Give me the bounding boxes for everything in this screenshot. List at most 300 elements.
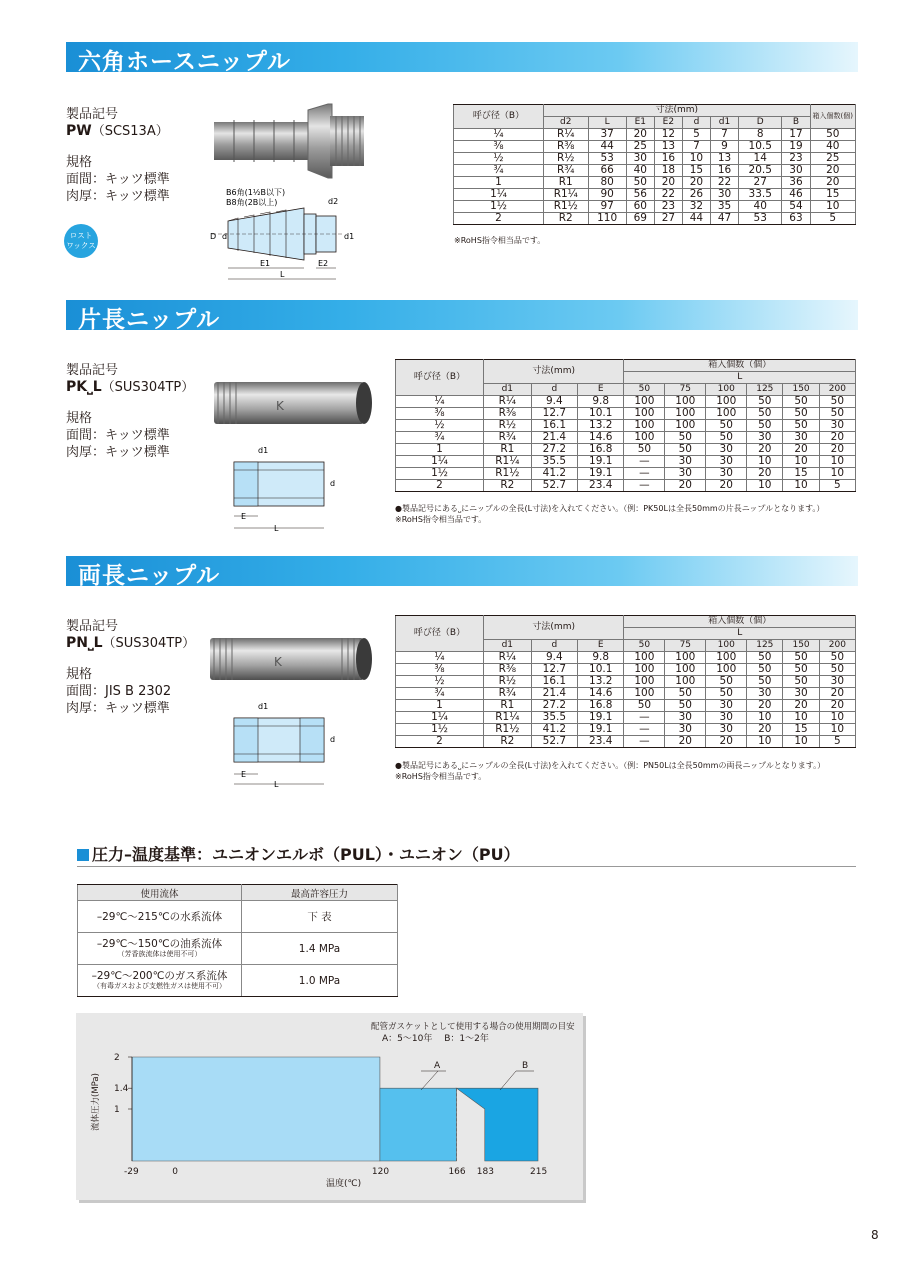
table-row (396, 724, 856, 736)
pressure-cell: 1.0 MPa (242, 965, 398, 997)
table-cell: 30 (782, 165, 810, 177)
table-cell: 25 (810, 153, 855, 165)
chart-area-2 (456, 1088, 538, 1161)
table-cell: R⅜ (484, 664, 532, 676)
single-long-nipple-diagram (226, 442, 346, 536)
table-cell: 20.5 (739, 165, 782, 177)
table-cell: 22 (710, 177, 738, 189)
table-cell: R¼ (484, 652, 532, 664)
hex-hose-nipple-diagram (204, 186, 364, 282)
dim-d: d (330, 735, 336, 744)
sub-header: d (682, 117, 710, 129)
table-cell: R¾ (484, 688, 532, 700)
table-row (396, 468, 856, 480)
hex-note-2: B8角(2B以上) (226, 198, 278, 207)
table-cell: R1½ (484, 724, 532, 736)
table-cell: 100 (665, 396, 706, 408)
table-row (396, 676, 856, 688)
table-cell: 10.1 (578, 408, 624, 420)
table-cell: 50 (783, 652, 819, 664)
table-cell: R¾ (484, 432, 532, 444)
col-nominal: 呼び径（B） (396, 360, 484, 396)
table-row (78, 933, 398, 965)
table-cell: 1½ (454, 201, 544, 213)
sub-header: d2 (544, 117, 589, 129)
table-row (396, 664, 856, 676)
table-cell: 1¼ (396, 456, 484, 468)
table-cell: 50 (624, 700, 665, 712)
table-cell: 10 (747, 480, 783, 492)
dim-E2: E2 (318, 259, 329, 268)
table-cell: R1 (544, 177, 589, 189)
table-cell: 14.6 (578, 432, 624, 444)
x-tick-label: 120 (371, 1167, 390, 1177)
pressure-table (77, 884, 398, 997)
sub-header: B (782, 117, 810, 129)
table-cell: 32 (682, 201, 710, 213)
table-cell: 10 (747, 456, 783, 468)
table-cell: 44 (588, 141, 626, 153)
dim-d1: d1 (258, 702, 269, 711)
sub-header: 75 (665, 640, 706, 652)
table-cell: 16 (654, 153, 682, 165)
table-cell: 19.1 (578, 456, 624, 468)
y-axis-label: 流体圧力(MPa) (91, 1073, 101, 1131)
dim-D: D (210, 232, 217, 241)
x-tick-label: 183 (476, 1167, 494, 1177)
table-row (396, 700, 856, 712)
sub-header: 200 (819, 384, 855, 396)
table-cell: 100 (624, 664, 665, 676)
table-cell: R¼ (544, 129, 589, 141)
table-cell: 35.5 (531, 712, 577, 724)
table-cell: 53 (739, 213, 782, 225)
table-cell: R1¼ (484, 456, 532, 468)
col-max-pressure: 最高許容圧力 (242, 885, 398, 901)
table-cell: 21.4 (531, 688, 577, 700)
table-cell: 8 (739, 129, 782, 141)
table-cell: 5 (819, 480, 855, 492)
table-cell: 30 (706, 724, 747, 736)
table-cell: 46 (782, 189, 810, 201)
sub-header: 150 (783, 640, 819, 652)
table-cell: 100 (706, 396, 747, 408)
table-cell: 12.7 (531, 664, 577, 676)
col-dims: 寸法(mm) (544, 105, 811, 117)
table-cell: 30 (665, 468, 706, 480)
table-cell: 50 (747, 408, 783, 420)
table-cell: 40 (810, 141, 855, 153)
table-cell: R1 (484, 700, 532, 712)
pw-note: ※RoHS指令相当品です。 (454, 236, 546, 245)
table-cell: 30 (706, 456, 747, 468)
table-cell: ¼ (396, 652, 484, 664)
table-cell: 10.1 (578, 664, 624, 676)
table-cell: 12.7 (531, 408, 577, 420)
table-cell: 16.1 (531, 420, 577, 432)
table-row (396, 420, 856, 432)
pressure-cell: 下 表 (242, 901, 398, 933)
col-nominal: 呼び径（B） (454, 105, 544, 129)
table-cell: 100 (706, 664, 747, 676)
table-cell: 50 (783, 664, 819, 676)
sub-header: 100 (706, 384, 747, 396)
table-cell: 50 (665, 688, 706, 700)
table-cell: 30 (747, 688, 783, 700)
table-cell: 1 (396, 444, 484, 456)
table-cell: 50 (819, 396, 855, 408)
table-row (454, 177, 856, 189)
table-cell: 20 (747, 700, 783, 712)
sub-header: D (739, 117, 782, 129)
table-cell: 100 (624, 432, 665, 444)
table-cell: 20 (665, 480, 706, 492)
table-body (454, 129, 856, 225)
table-cell: 50 (783, 420, 819, 432)
table-cell: 50 (706, 676, 747, 688)
table-cell: 20 (706, 736, 747, 748)
table-cell: 50 (665, 444, 706, 456)
table-cell: — (624, 480, 665, 492)
table-cell: 1 (454, 177, 544, 189)
col-box: 箱入個数（個） (624, 616, 856, 628)
dim-E: E (241, 512, 247, 521)
table-cell: 60 (626, 201, 654, 213)
pressure-temperature-chart (76, 1013, 583, 1200)
table-row (454, 201, 856, 213)
table-cell: 54 (782, 201, 810, 213)
table-cell: 7 (682, 141, 710, 153)
table-cell: 50 (819, 664, 855, 676)
table-cell: 30 (783, 688, 819, 700)
pk-note-2: ※RoHS指令相当品です。 (395, 515, 487, 524)
table-cell: 30 (665, 456, 706, 468)
section-header-hex-hose-nipple (66, 42, 858, 75)
sub-header: 200 (819, 640, 855, 652)
table-cell: 15 (783, 468, 819, 480)
table-cell: 15 (783, 724, 819, 736)
sub-header: E2 (654, 117, 682, 129)
table-cell: 23 (654, 201, 682, 213)
table-cell: 52.7 (531, 736, 577, 748)
table-cell: 30 (706, 468, 747, 480)
table-cell: 7 (710, 129, 738, 141)
table-cell: R½ (484, 420, 532, 432)
table-cell: 53 (588, 153, 626, 165)
table-cell: R1 (484, 444, 532, 456)
table-cell: 50 (665, 700, 706, 712)
table-cell: 13.2 (578, 676, 624, 688)
table-cell: 20 (682, 177, 710, 189)
table-body (396, 652, 856, 748)
table-cell: 37 (588, 129, 626, 141)
pn-spec-table (395, 615, 856, 748)
table-cell: 10 (747, 712, 783, 724)
table-cell: 20 (654, 177, 682, 189)
col-dims: 寸法(mm) (484, 616, 624, 640)
table-row (396, 456, 856, 468)
callout-b (500, 1071, 516, 1090)
table-cell: 50 (783, 676, 819, 688)
table-cell: 2 (396, 480, 484, 492)
pk-spec-table (395, 359, 856, 492)
spec-line: 肉厚：キッツ標準 (66, 445, 170, 460)
fluid-cell: –29℃〜200℃のガス系流体 （有毒ガスおよび支燃性ガスは使用不可） (78, 965, 242, 997)
table-cell: 26 (682, 189, 710, 201)
divider (77, 866, 856, 867)
chart-area-1 (380, 1088, 457, 1161)
table-row (454, 165, 856, 177)
table-cell: 16.8 (578, 700, 624, 712)
col-fluid: 使用流体 (78, 885, 242, 901)
table-cell: ¾ (396, 432, 484, 444)
table-cell: 100 (624, 408, 665, 420)
table-cell: 10 (819, 724, 855, 736)
table-cell: R2 (484, 736, 532, 748)
sub-header: 125 (747, 384, 783, 396)
table-cell: — (624, 712, 665, 724)
y-tick-label: 1 (114, 1105, 120, 1115)
double-long-nipple-photo (208, 634, 374, 686)
sub-header: 50 (624, 384, 665, 396)
section-title: 六角ホースニップル (78, 49, 292, 75)
table-cell: 20 (783, 444, 819, 456)
table-cell: 100 (624, 396, 665, 408)
table-cell: 25 (626, 141, 654, 153)
svg-text:K: K (274, 655, 282, 669)
sub-header: d (531, 640, 577, 652)
table-row (396, 432, 856, 444)
table-cell: ⅜ (454, 141, 544, 153)
spec-label: 規格 (66, 411, 93, 426)
product-info-pk (66, 362, 194, 461)
table-cell: 50 (706, 432, 747, 444)
x-axis-label: 温度(℃) (326, 1179, 362, 1189)
table-cell: 20 (747, 444, 783, 456)
table-cell: 47 (710, 213, 738, 225)
table-row (454, 153, 856, 165)
table-cell: 20 (747, 724, 783, 736)
table-cell: 5 (819, 736, 855, 748)
table-cell: 100 (624, 652, 665, 664)
table-cell: 100 (624, 420, 665, 432)
table-cell: R¼ (484, 396, 532, 408)
product-code: PW（SCS13A） (66, 123, 169, 139)
table-cell: 10 (783, 712, 819, 724)
svg-text:K: K (276, 399, 284, 413)
sub-header: L (588, 117, 626, 129)
table-cell: 9.8 (578, 652, 624, 664)
table-cell: 10 (783, 736, 819, 748)
table-cell: 33.5 (739, 189, 782, 201)
table-cell: 19.1 (578, 468, 624, 480)
table-body (396, 396, 856, 492)
product-info-pw (66, 106, 170, 205)
spec-line: 面間：JIS B 2302 (66, 684, 172, 699)
table-cell: 30 (710, 189, 738, 201)
table-cell: 50 (810, 129, 855, 141)
table-cell: 20 (810, 177, 855, 189)
table-cell: 40 (626, 165, 654, 177)
table-cell: ¾ (396, 688, 484, 700)
table-cell: 56 (626, 189, 654, 201)
table-cell: ⅜ (396, 664, 484, 676)
product-code: PK⎵L（SUS304TP） (66, 379, 195, 395)
col-dims: 寸法(mm) (484, 360, 624, 384)
product-info-pn (66, 618, 195, 717)
chart-subtitle: A：5〜10年 B：1〜2年 (382, 1034, 489, 1044)
section-title: 両長ニップル (78, 563, 221, 589)
table-cell: 30 (665, 724, 706, 736)
table-cell: 52.7 (531, 480, 577, 492)
sub-header: 150 (783, 384, 819, 396)
table-cell: R¾ (544, 165, 589, 177)
fluid-cell: –29℃〜150℃の油系流体 （芳香族流体は使用不可） (78, 933, 242, 965)
pn-note-1: ●製品記号にある⎵にニップルの全長(L寸法)を入れてください。（例：PN50Lは全長50mmの両長ニップルとなります。） (395, 761, 826, 770)
table-cell: 50 (747, 420, 783, 432)
sub-header: 125 (747, 640, 783, 652)
table-cell: 50 (819, 408, 855, 420)
table-cell: 16.8 (578, 444, 624, 456)
table-cell: 50 (747, 652, 783, 664)
table-cell: 9.4 (531, 652, 577, 664)
chart-area-0 (132, 1057, 380, 1161)
table-cell: 1 (396, 700, 484, 712)
hex-hose-nipple-photo (208, 98, 370, 182)
table-cell: ½ (396, 676, 484, 688)
table-cell: — (624, 468, 665, 480)
table-cell: 18 (654, 165, 682, 177)
col-box: 箱入個数(個) (810, 105, 855, 129)
col-box: 箱入個数（個） (624, 360, 856, 372)
lost-wax-badge: ロスト ワックス (64, 224, 98, 258)
table-cell: 44 (682, 213, 710, 225)
sub-header: 50 (624, 640, 665, 652)
table-cell: 13 (654, 141, 682, 153)
col-nominal: 呼び径（B） (396, 616, 484, 652)
table-cell: 30 (819, 420, 855, 432)
table-cell: 100 (624, 676, 665, 688)
dim-d: d (222, 232, 228, 241)
table-cell: R½ (544, 153, 589, 165)
table-row (454, 129, 856, 141)
table-cell: 100 (706, 408, 747, 420)
table-cell: 50 (706, 420, 747, 432)
table-cell: 35 (710, 201, 738, 213)
table-cell: 20 (819, 700, 855, 712)
table-cell: 50 (747, 676, 783, 688)
table-cell: 1½ (396, 724, 484, 736)
table-cell: 20 (783, 700, 819, 712)
spec-line: 肉厚：キッツ標準 (66, 701, 170, 716)
table-row (396, 652, 856, 664)
x-tick-label: 0 (172, 1167, 178, 1177)
table-cell: 10 (819, 468, 855, 480)
table-cell: 100 (665, 664, 706, 676)
table-row (396, 408, 856, 420)
table-cell: 100 (665, 408, 706, 420)
table-cell: 100 (665, 652, 706, 664)
code-label: 製品記号 (66, 363, 119, 378)
table-cell: 10 (682, 153, 710, 165)
table-row (454, 213, 856, 225)
pw-spec-table (453, 104, 856, 225)
single-long-nipple-photo (212, 378, 374, 430)
table-cell: 13.2 (578, 420, 624, 432)
table-cell: 100 (624, 688, 665, 700)
table-cell: — (624, 724, 665, 736)
table-row (396, 736, 856, 748)
sub-header: 75 (665, 384, 706, 396)
dim-L: L (274, 524, 279, 533)
table-cell: 14 (739, 153, 782, 165)
y-tick-label: 2 (114, 1053, 120, 1063)
table-cell: R⅜ (484, 408, 532, 420)
table-cell: 20 (810, 165, 855, 177)
spec-line: 面間：キッツ標準 (66, 172, 170, 187)
table-cell: 41.2 (531, 724, 577, 736)
table-cell: 16.1 (531, 676, 577, 688)
page-number: 8 (871, 1228, 879, 1242)
table-cell: R2 (544, 213, 589, 225)
table-cell: 30 (819, 676, 855, 688)
table-cell: R½ (484, 676, 532, 688)
table-cell: 2 (454, 213, 544, 225)
table-cell: 50 (747, 664, 783, 676)
dim-d: d (330, 479, 336, 488)
table-cell: 66 (588, 165, 626, 177)
table-cell: 110 (588, 213, 626, 225)
fluid-cell: –29℃〜215℃の水系流体 (78, 901, 242, 933)
table-cell: 69 (626, 213, 654, 225)
table-row (396, 712, 856, 724)
table-cell: 10.5 (739, 141, 782, 153)
sub-header: E (578, 384, 624, 396)
table-row (396, 480, 856, 492)
table-cell: ⅜ (396, 408, 484, 420)
table-cell: R1¼ (484, 712, 532, 724)
x-tick-label: 166 (448, 1167, 466, 1177)
table-cell: 15 (682, 165, 710, 177)
sub-header: E1 (626, 117, 654, 129)
table-cell: 30 (665, 712, 706, 724)
table-cell: 23.4 (578, 736, 624, 748)
table-cell: 80 (588, 177, 626, 189)
table-cell: 23.4 (578, 480, 624, 492)
table-cell: 17 (782, 129, 810, 141)
table-cell: 35.5 (531, 456, 577, 468)
table-cell: 50 (819, 652, 855, 664)
table-cell: R2 (484, 480, 532, 492)
spec-line: 肉厚：キッツ標準 (66, 189, 170, 204)
table-cell: 50 (783, 408, 819, 420)
table-cell: 5 (682, 129, 710, 141)
table-cell: 50 (665, 432, 706, 444)
table-row (78, 901, 398, 933)
table-cell: 20 (626, 129, 654, 141)
series-label-b: B (522, 1061, 529, 1071)
table-cell: 1¼ (396, 712, 484, 724)
table-row (396, 688, 856, 700)
table-cell: 20 (819, 444, 855, 456)
hex-note-1: B6角(1½B以下) (226, 188, 286, 197)
table-cell: 40 (739, 201, 782, 213)
table-row (396, 396, 856, 408)
sub-header: E (578, 640, 624, 652)
table-cell: 19.1 (578, 712, 624, 724)
table-cell: 5 (810, 213, 855, 225)
col-L: L (624, 372, 856, 384)
